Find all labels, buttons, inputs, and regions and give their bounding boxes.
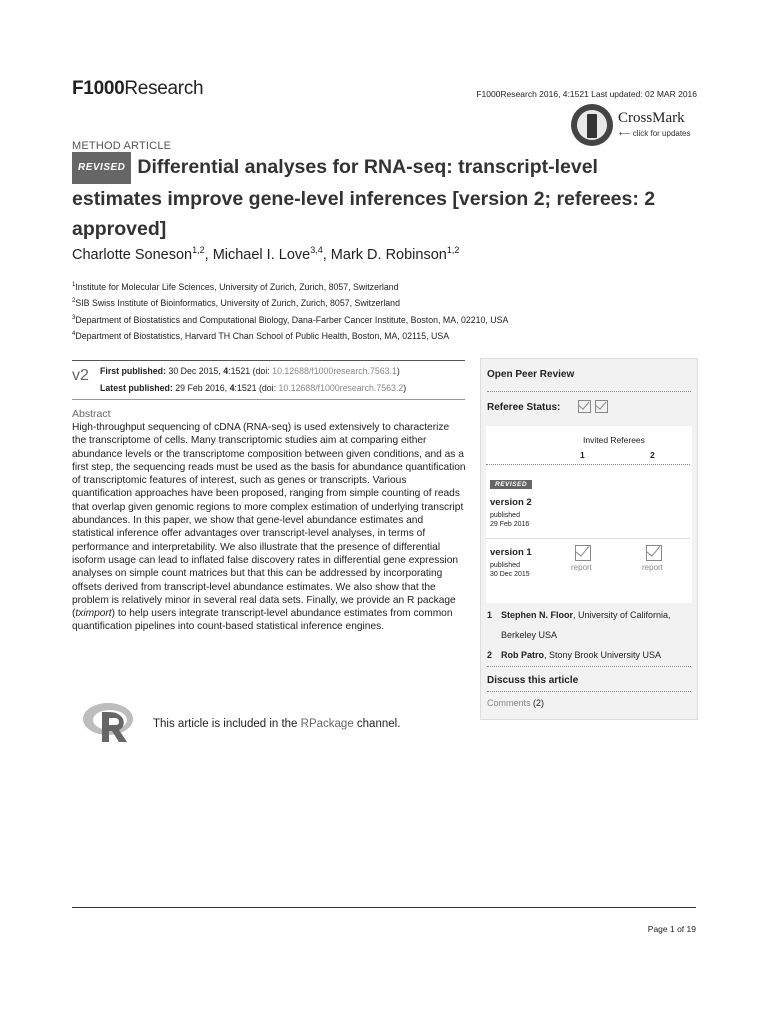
- first-doi-link[interactable]: 10.12688/f1000research.7563.1: [272, 366, 397, 376]
- referee-list: 1 Stephen N. Floor, University of California, Berkeley USA 2 Rob Patro, Stony Brook University USA: [487, 605, 671, 665]
- divider: [486, 464, 690, 465]
- affiliation-item: $^3$Department of Biostatistics and Computational Biology, Dana-Farber Cancer Institute, Boston, MA, 02210, USA: [72, 314, 509, 325]
- latest-doi-link[interactable]: 10.12688/f1000research.7563.2: [278, 383, 404, 393]
- referee-col-1: 1: [580, 450, 585, 460]
- referee-status-checks: [578, 400, 608, 418]
- referee-name[interactable]: Rob Patro: [501, 650, 545, 660]
- f1000research-logo[interactable]: [72, 78, 203, 100]
- revised-badge: REVISED: [72, 152, 131, 184]
- r-logo-icon: [80, 700, 140, 744]
- referee-item: 2 Rob Patro, Stony Brook University USA: [487, 650, 662, 660]
- article-title-text: Differential analyses for RNA-seq: transcript-level estimates improve gene-level inferences [version 2; referees: 2 approved]: [72, 156, 656, 240]
- referee-table: [486, 426, 692, 603]
- author-2-affil: 3,4: [310, 245, 323, 255]
- report-2-link[interactable]: report: [642, 563, 663, 572]
- author-3[interactable]: Mark D. Robinson: [330, 246, 447, 263]
- referee-status-label: Referee Status:: [487, 402, 561, 413]
- affiliation-item: $^1$Institute for Molecular Life Sciences, University of Zurich, Zurich, 8057, Switzerland: [72, 281, 399, 292]
- version-label: v2: [72, 367, 89, 384]
- affiliation-item: $^4$Department of Biostatistics, Harvard TH Chan School of Public Health, Boston, MA, 02115, USA: [72, 331, 450, 342]
- version-1-label[interactable]: version 1: [490, 547, 532, 558]
- channel-note: This article is included in the RPackage channel.: [153, 718, 401, 730]
- affiliation-item: $^2$SIB Swiss Institute of Bioinformatics, University of Zurich, Zurich, 8057, Switzerland: [72, 298, 400, 309]
- report-1-link[interactable]: report: [571, 563, 592, 572]
- comments-link[interactable]: Comments (2): [487, 698, 545, 708]
- abstract-heading: Abstract: [72, 408, 111, 420]
- open-peer-review-heading: Open Peer Review: [487, 369, 575, 380]
- divider: [487, 391, 691, 392]
- version-1-date: 30 Dec 2015: [490, 571, 530, 578]
- divider: [72, 360, 465, 361]
- approved-check-icon: [595, 400, 608, 413]
- author-1-affil: 1,2: [192, 245, 205, 255]
- version-2-date: 29 Feb 2016: [490, 521, 530, 528]
- invited-referees-label: Invited Referees: [583, 435, 645, 445]
- author-2[interactable]: Michael I. Love: [212, 246, 311, 263]
- divider: [72, 399, 465, 400]
- referee-col-2: 2: [650, 450, 655, 460]
- affiliation-list: [72, 278, 508, 344]
- version-2-published: published: [490, 512, 520, 519]
- version-1-published: published: [490, 562, 520, 569]
- article-type: METHOD ARTICLE: [72, 140, 172, 152]
- author-3-affil: 1,2: [446, 245, 460, 255]
- version-2-label[interactable]: version 2: [490, 497, 532, 508]
- approved-check-icon: [578, 400, 591, 413]
- latest-published-line: Latest published: 29 Feb 2016, 4:1521 (doi: 10.12688/f1000research.7563.2): [100, 383, 407, 393]
- referee-name[interactable]: Stephen N. Floor: [501, 610, 573, 620]
- revised-badge-small: REVISED: [490, 480, 532, 489]
- divider: [487, 691, 691, 692]
- open-peer-review-panel: [480, 358, 698, 720]
- citation-line: F1000Research 2016, 4:1521 Last updated: 02 MAR 2016: [476, 89, 697, 99]
- crossmark-badge[interactable]: [571, 104, 699, 148]
- footer-divider: [72, 907, 696, 908]
- rpackage-link[interactable]: RPackage: [300, 718, 354, 730]
- arrow-left-icon: ⟵: [619, 129, 631, 138]
- page-number: Page 1 of 19: [647, 924, 696, 934]
- divider: [486, 538, 690, 539]
- logo-f1000: F1000: [72, 78, 125, 99]
- logo-research: Research: [124, 78, 204, 99]
- author-1[interactable]: Charlotte Soneson: [72, 246, 193, 263]
- publication-info: [100, 363, 406, 397]
- crossmark-subtitle: ⟵ click for updates: [619, 129, 691, 138]
- crossmark-icon: [571, 104, 613, 146]
- abstract-text: High-throughput sequencing of cDNA (RNA-seq) is used extensively to characterize the transcriptome of cells. Many transcriptomic studies aim at comparing either abundance levels or the transcriptome composition between given conditions, and as a first step, the sequencing reads must be used as the basis for abundance quantification of transcriptomic features of interest, such as genes or transcripts. Various quantification approaches have been proposed, ranging from simple counting of reads that overlap given genomic regions to more complex estimation of underlying transcript abundances. In this paper, we show that gene-level abundance estimates and statistical inference offer advantages over transcript-level analyses, in terms of performance and interpretability. We also illustrate that the presence of differential isoform usage can lead to inflated false discovery rates in differential gene expression analyses on simple count matrices but that this can be addressed by incorporating offsets derived from transcript-level abundance estimates. We also show that the problem is relatively minor in several real data sets. Finally, we provide an R package (tximport) to help users integrate transcript-level abundance estimates from common quantification pipelines into count-based statistical inference engines.: [72, 422, 466, 633]
- author-list: Charlotte Soneson$^{1,2}$, Michael I. Love$^{3,4}$, Mark D. Robinson$^{1,2}$: [72, 245, 460, 263]
- discuss-heading: Discuss this article: [487, 675, 579, 686]
- crossmark-title: CrossMark: [618, 110, 685, 126]
- referee-item: 1 Stephen N. Floor, University of California,: [487, 610, 671, 620]
- first-published-line: First published: 30 Dec 2015, 4:1521 (doi: 10.12688/f1000research.7563.1): [100, 366, 400, 376]
- article-title: [72, 152, 692, 244]
- divider: [487, 666, 691, 667]
